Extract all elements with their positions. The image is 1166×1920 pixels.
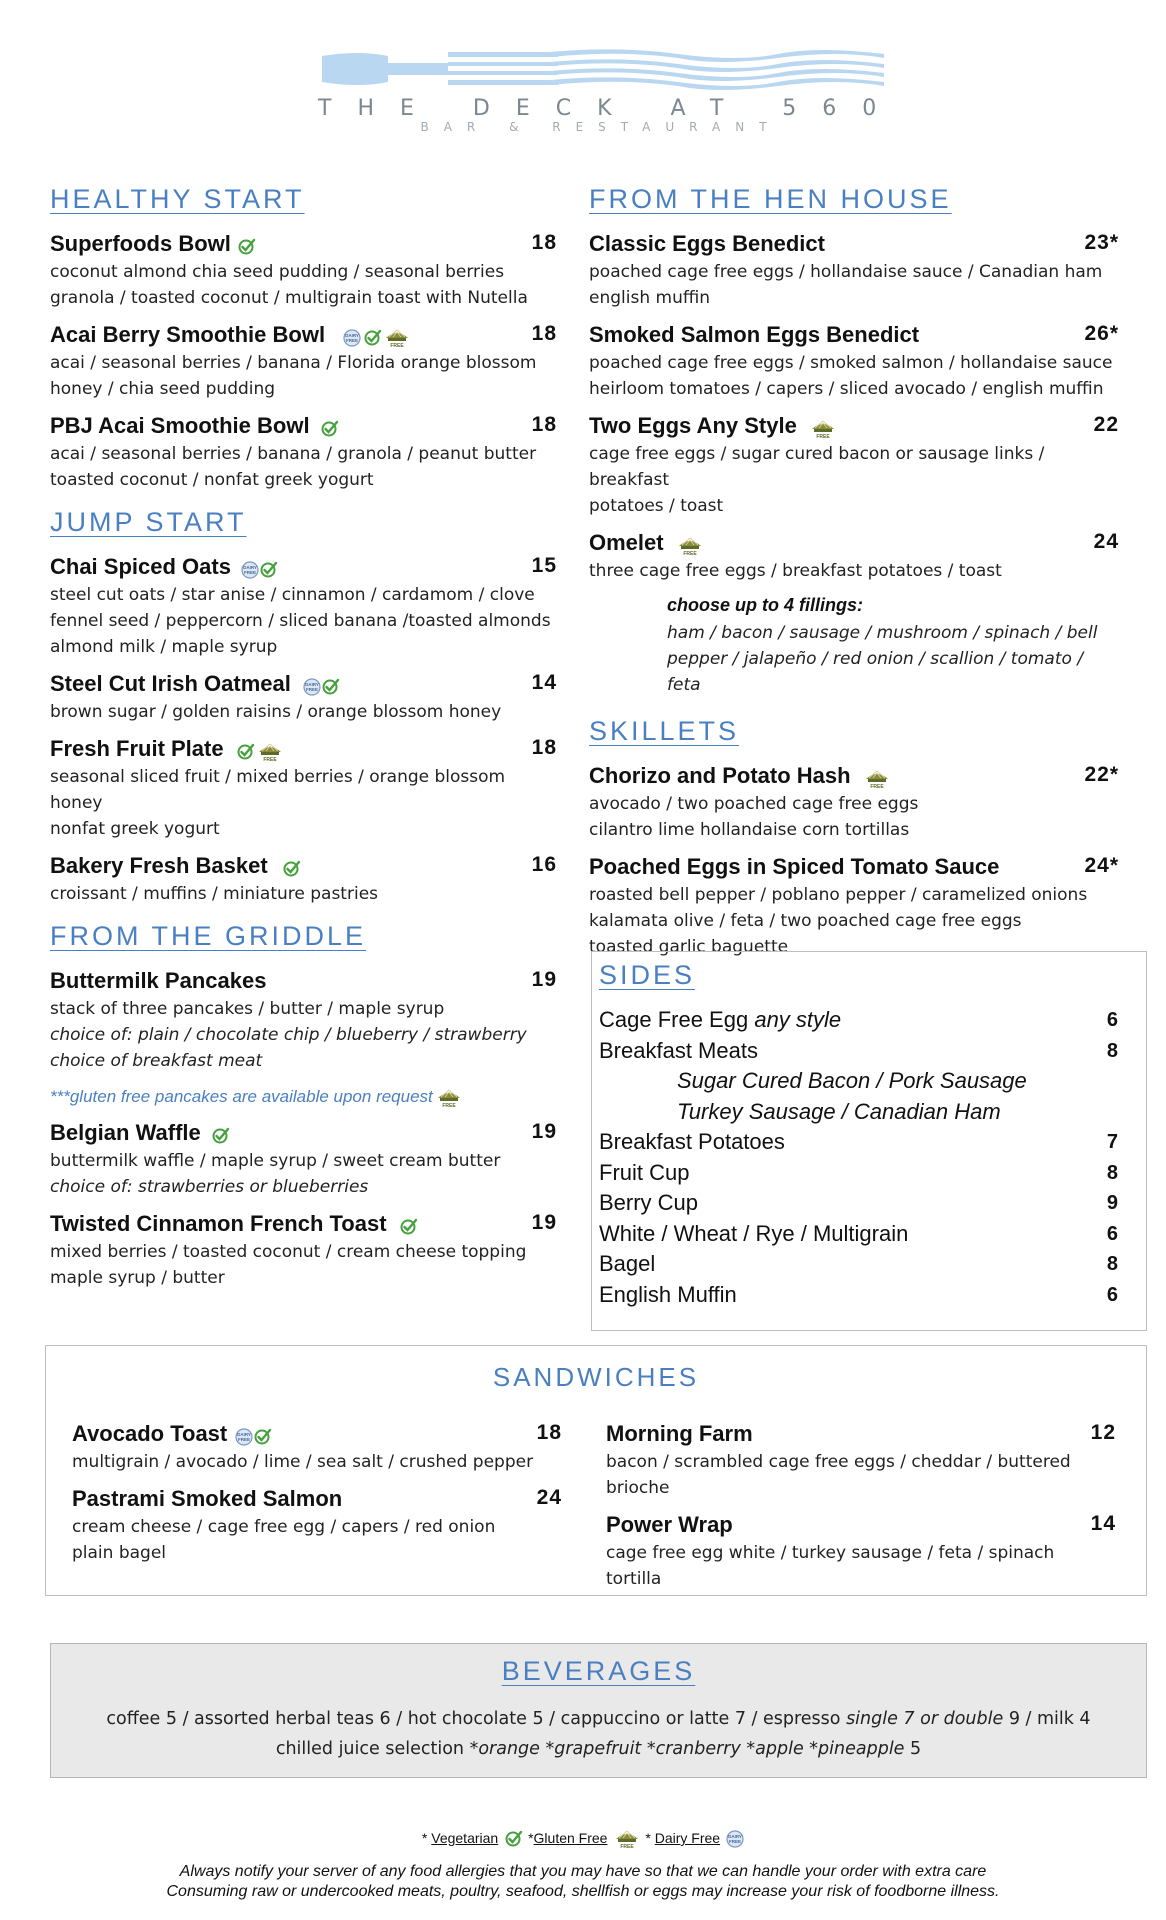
side-meat-options: Turkey Sausage / Canadian Ham [677, 1098, 1001, 1124]
side-label: Cage Free Egg [599, 1007, 749, 1032]
side-label: Berry Cup [599, 1190, 699, 1215]
item-description: heirloom tomatoes / capers / sliced avocado / english muffin [589, 379, 1104, 399]
item-price: 24 [536, 1486, 562, 1509]
menu-item [589, 322, 1119, 402]
sandwiches-box [45, 1345, 1147, 1596]
legend-star: * [528, 1830, 534, 1846]
dairy-free-icon [235, 1427, 253, 1447]
item-description: bacon / scrambled cage free eggs / cheddar / buttered [606, 1452, 1071, 1472]
legend-vegetarian: Vegetarian [431, 1830, 499, 1846]
item-price: 22 [1093, 413, 1119, 436]
item-price: 16 [531, 853, 557, 876]
item-price: 18 [531, 322, 557, 345]
item-choice: choice of: plain / chocolate chip / blueberry / strawberry [50, 1025, 527, 1045]
item-description: coconut almond chia seed pudding / seasonal berries [50, 262, 505, 282]
sandwiches-left [72, 1421, 562, 1577]
dairy-free-icon [303, 677, 321, 697]
logo-subtitle: BAR & RESTAURANT [420, 120, 782, 134]
side-row-egg [599, 1005, 1146, 1036]
item-choice: choice of: strawberries or blueberries [50, 1177, 369, 1197]
gluten-free-icon [863, 769, 891, 789]
beverages-box [50, 1643, 1147, 1778]
side-label: White / Wheat / Rye / Multigrain [599, 1220, 909, 1246]
section-title-hen-house: FROM THE HEN HOUSE [589, 184, 952, 214]
item-name: Superfoods Bowl [50, 231, 231, 256]
menu-item [50, 231, 557, 311]
menu-item [50, 554, 557, 660]
legend-dairy-free: Dairy Free [654, 1830, 721, 1846]
side-row [599, 1158, 1146, 1189]
fork-waves-logo-icon [318, 48, 884, 96]
item-description: kalamata olive / feta / two poached cage free eggs [589, 911, 1022, 931]
gluten-free-icon [809, 419, 837, 439]
side-row-meats [599, 1036, 1146, 1067]
menu-item [50, 736, 557, 842]
item-description: plain bagel [72, 1543, 167, 1563]
side-style: any style [754, 1007, 842, 1032]
sandwiches-right [606, 1421, 1116, 1603]
menu-item [589, 231, 1119, 311]
menu-item [606, 1421, 1116, 1501]
vegetarian-icon [320, 419, 340, 439]
item-description: nonfat greek yogurt [50, 819, 220, 839]
side-label: Breakfast Meats [599, 1037, 758, 1063]
fillings-list: pepper / jalapeño / red onion / scallion / tomato / feta [667, 649, 1084, 695]
item-price: 18 [531, 413, 557, 436]
menu-item [589, 413, 1119, 519]
section-title-skillets: SKILLETS [589, 716, 740, 746]
item-description: stack of three pancakes / butter / maple syrup [50, 999, 445, 1019]
item-description: brioche [606, 1478, 670, 1498]
item-description: avocado / two poached cage free eggs [589, 794, 919, 814]
beverage-text: *orange *grapefruit *cranberry *apple *pineapple [469, 1739, 905, 1759]
item-description: acai / seasonal berries / banana / Florida orange blossom [50, 353, 537, 373]
item-price: 18 [531, 231, 557, 254]
item-description: roasted bell pepper / poblano pepper / caramelized onions [589, 885, 1088, 905]
section-title-healthy-start: HEALTHY START [50, 184, 305, 214]
item-price: 14 [1090, 1512, 1116, 1535]
beverage-text: single 7 or double [846, 1709, 1004, 1729]
side-row [599, 1219, 1146, 1250]
side-label: Bagel [599, 1251, 656, 1276]
menu-item [50, 1120, 557, 1200]
item-name: Two Eggs Any Style [589, 413, 797, 438]
item-name: Chorizo and Potato Hash [589, 763, 851, 788]
menu-item [50, 968, 557, 1074]
item-description: poached cage free eggs / smoked salmon / hollandaise sauce [589, 353, 1113, 373]
item-price: 19 [531, 1211, 557, 1234]
item-name: Classic Eggs Benedict [589, 231, 825, 256]
fillings-label: choose up to 4 fillings: [667, 595, 864, 615]
menu-item [50, 853, 557, 907]
item-price: 22* [1084, 763, 1119, 786]
gluten-free-icon [256, 742, 284, 762]
item-price: 19 [531, 968, 557, 991]
side-row [599, 1127, 1146, 1158]
item-description: toasted coconut / nonfat greek yogurt [50, 470, 374, 490]
vegetarian-icon [399, 1217, 419, 1237]
beverage-text: coffee 5 / assorted herbal teas 6 / hot chocolate 5 / cappuccino or latte 7 / espresso [106, 1709, 847, 1729]
item-price: 15 [531, 554, 557, 577]
item-name: Omelet [589, 530, 664, 555]
item-description: brown sugar / golden raisins / orange blossom honey [50, 702, 502, 722]
right-column [589, 184, 1119, 971]
menu-item [50, 413, 557, 493]
side-price: 6 [1106, 1222, 1118, 1245]
item-description: almond milk / maple syrup [50, 637, 278, 657]
item-description: fennel seed / peppercorn / sliced banana /toasted almonds [50, 611, 551, 631]
item-description: cream cheese / cage free egg / capers / red onion [72, 1517, 496, 1537]
item-price: 14 [531, 671, 557, 694]
item-description: cilantro lime hollandaise corn tortillas [589, 820, 910, 840]
raw-food-warning: Consuming raw or undercooked meats, poultry, seafood, shellfish or eggs may increase your risk of foodborne illness. [166, 1883, 1000, 1900]
item-description: croissant / muffins / miniature pastries [50, 884, 379, 904]
gluten-free-icon [613, 1829, 641, 1849]
item-name: PBJ Acai Smoothie Bowl [50, 413, 310, 438]
item-price: 18 [536, 1421, 562, 1444]
gluten-free-note [50, 1080, 557, 1114]
item-price: 24* [1084, 854, 1119, 877]
item-name: Steel Cut Irish Oatmeal [50, 671, 291, 696]
vegetarian-icon [236, 742, 256, 762]
item-price: 19 [531, 1120, 557, 1143]
fillings-list: ham / bacon / sausage / mushroom / spinach / bell [667, 623, 1098, 643]
item-description: seasonal sliced fruit / mixed berries / orange blossom honey [50, 767, 506, 813]
item-price: 26* [1084, 322, 1119, 345]
omelet-fillings [589, 590, 1119, 698]
allergy-notice [0, 1862, 1166, 1902]
vegetarian-icon [321, 677, 341, 697]
side-price: 6 [1106, 1283, 1118, 1306]
beverage-text: chilled juice selection [275, 1739, 470, 1759]
side-label: Breakfast Potatoes [599, 1129, 785, 1154]
item-description: steel cut oats / star anise / cinnamon / cardamom / clove [50, 585, 535, 605]
item-description: english muffin [589, 288, 711, 308]
sides-box [591, 951, 1147, 1331]
legend-star: * [645, 1830, 651, 1846]
left-column [50, 184, 557, 1302]
side-label: Fruit Cup [599, 1159, 690, 1185]
vegetarian-icon [259, 560, 279, 580]
side-price: 6 [1106, 1009, 1118, 1031]
vegetarian-icon [504, 1829, 524, 1849]
dairy-free-icon [241, 560, 259, 580]
dairy-free-icon [343, 328, 361, 348]
item-description: maple syrup / butter [50, 1268, 225, 1288]
side-row [599, 1188, 1146, 1219]
vegetarian-icon [237, 237, 257, 257]
dietary-legend [0, 1826, 1166, 1850]
item-price: 18 [531, 736, 557, 759]
item-description: toasted garlic baguette [589, 937, 789, 957]
item-choice: choice of breakfast meat [50, 1051, 263, 1071]
item-name: Belgian Waffle [50, 1120, 201, 1145]
legend-gluten-free: Gluten Free [533, 1830, 608, 1846]
vegetarian-icon [211, 1126, 231, 1146]
vegetarian-icon [363, 328, 383, 348]
beverages-line-1 [51, 1704, 1146, 1734]
menu-item [50, 322, 557, 402]
section-title-griddle: FROM THE GRIDDLE [50, 921, 367, 951]
restaurant-logo [318, 48, 903, 138]
menu-item [50, 671, 557, 725]
beverage-text: 5 [904, 1739, 922, 1759]
side-price: 8 [1106, 1253, 1118, 1275]
item-description: three cage free eggs / breakfast potatoes / toast [589, 561, 1002, 581]
side-row [599, 1249, 1146, 1280]
item-price: 12 [1090, 1421, 1116, 1444]
beverages-line-2 [51, 1734, 1146, 1764]
side-price: 9 [1106, 1192, 1118, 1214]
item-description: cage free egg white / turkey sausage / feta / spinach [606, 1543, 1055, 1563]
item-name: Chai Spiced Oats [50, 554, 231, 579]
vegetarian-icon [282, 859, 302, 879]
menu-item [50, 1211, 557, 1291]
item-price: 24 [1093, 530, 1119, 553]
side-price: 8 [1106, 1161, 1118, 1184]
item-name: Buttermilk Pancakes [50, 968, 267, 993]
item-description: tortilla [606, 1569, 662, 1589]
item-name: Acai Berry Smoothie Bowl [50, 322, 326, 347]
section-title-sides: SIDES [599, 960, 696, 990]
item-name: Avocado Toast [72, 1421, 228, 1446]
side-label: English Muffin [599, 1281, 737, 1307]
side-meat-options: Sugar Cured Bacon / Pork Sausage [677, 1068, 1027, 1093]
item-description: poached cage free eggs / hollandaise sauce / Canadian ham [589, 262, 1103, 282]
item-name: Power Wrap [606, 1512, 733, 1537]
section-title-jump-start: JUMP START [50, 507, 247, 537]
item-name: Morning Farm [606, 1421, 753, 1446]
item-name: Bakery Fresh Basket [50, 853, 268, 878]
side-price: 8 [1106, 1039, 1118, 1062]
menu-item [72, 1486, 562, 1566]
menu-item [72, 1421, 562, 1475]
dairy-free-icon [726, 1829, 744, 1849]
beverage-text: 9 / milk 4 [1003, 1709, 1091, 1729]
gluten-free-icon [676, 536, 704, 556]
menu-item [589, 854, 1119, 960]
gluten-free-note-text: ***gluten free pancakes are available upon request [50, 1087, 433, 1106]
item-name: Twisted Cinnamon French Toast [50, 1211, 387, 1236]
item-description: acai / seasonal berries / banana / granola / peanut butter [50, 444, 537, 464]
menu-item [606, 1512, 1116, 1592]
item-description: potatoes / toast [589, 496, 724, 516]
section-title-sandwiches: SANDWICHES [492, 1362, 700, 1392]
item-description: multigrain / avocado / lime / sea salt / crushed pepper [72, 1452, 534, 1472]
item-name: Fresh Fruit Plate [50, 736, 224, 761]
allergy-notice-line: Always notify your server of any food allergies that you may have so that we can handle your order with extra care [179, 1863, 987, 1880]
gluten-free-icon [435, 1088, 463, 1108]
side-row [599, 1280, 1146, 1311]
vegetarian-icon [253, 1427, 273, 1447]
menu-item [589, 530, 1119, 584]
item-name: Pastrami Smoked Salmon [72, 1486, 343, 1511]
section-title-beverages: BEVERAGES [501, 1656, 696, 1686]
item-description: mixed berries / toasted coconut / cream cheese topping [50, 1242, 527, 1262]
logo-name: THE DECK AT 560 [318, 96, 903, 121]
item-description: granola / toasted coconut / multigrain toast with Nutella [50, 288, 528, 308]
legend-star: * [421, 1830, 428, 1846]
side-price: 7 [1106, 1131, 1118, 1153]
item-description: honey / chia seed pudding [50, 379, 276, 399]
item-description: buttermilk waffle / maple syrup / sweet cream butter [50, 1151, 501, 1171]
item-name: Smoked Salmon Eggs Benedict [589, 322, 920, 347]
item-name: Poached Eggs in Spiced Tomato Sauce [589, 854, 1000, 879]
item-price: 23* [1084, 231, 1119, 254]
menu-item [589, 763, 1119, 843]
gluten-free-icon [383, 328, 411, 348]
item-description: cage free eggs / sugar cured bacon or sausage links / breakfast [589, 444, 1045, 490]
